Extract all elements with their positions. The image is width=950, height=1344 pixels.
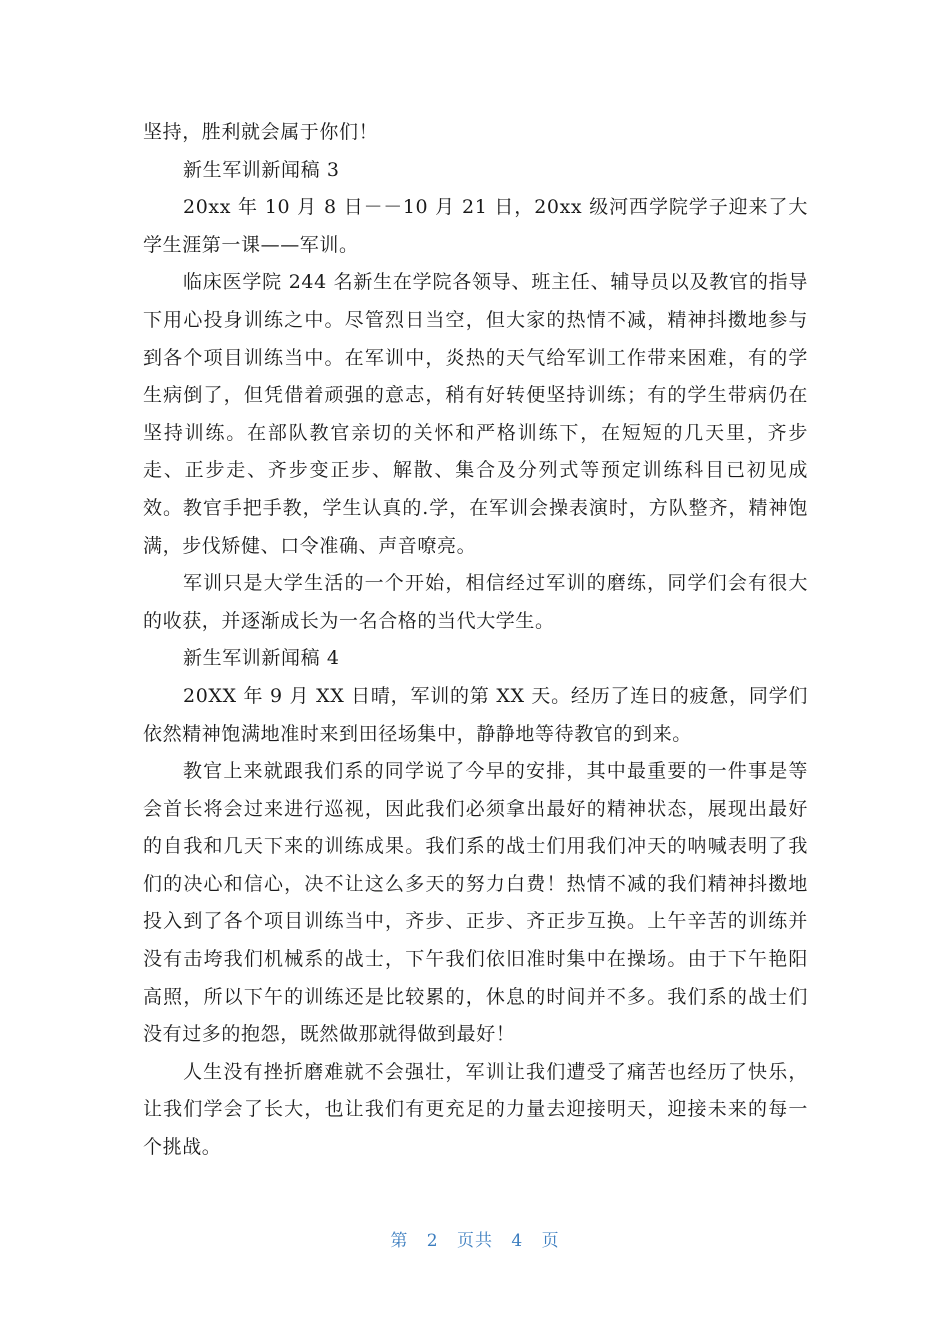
total-pages-number: 4: [511, 1231, 524, 1251]
document-body: [143, 114, 808, 1167]
footer-suffix: 页: [541, 1231, 560, 1251]
paragraph: 军训只是大学生活的一个开始，相信经过军训的磨练，同学们会有很大的收获，并逐渐成长为一名合格的当代大学生。: [143, 572, 808, 632]
section-heading: 新生军训新闻稿 4: [183, 647, 340, 670]
current-page-number: 2: [426, 1231, 439, 1251]
section-heading: 新生军训新闻稿 3: [183, 158, 340, 181]
paragraph: 临床医学院 244 名新生在学院各领导、班主任、辅导员以及教官的指导下用心投身训练之中。尽管烈日当空，但大家的热情不减，精神抖擞地参与到各个项目训练当中。在军训中，炎热的天气给军训工作带来困难，有的学生病倒了，但凭借着顽强的意志，稍有好转便坚持训练；有的学生带病仍在坚持训练。在部队教官亲切的关怀和严格训练下，在短短的几天里，齐步走、正步走、齐步变正步、解散、集合及分列式等预定训练科目已初见成效。教官手把手教，学生认真的.学，在军训会操表演时，方队整齐，精神饱满，步伐矫健、口令准确、声音嘹亮。: [143, 271, 808, 557]
paragraph: 教官上来就跟我们系的同学说了今早的安排，其中最重要的一件事是等会首长将会过来进行巡视，因此我们必须拿出最好的精神状态，展现出最好的自我和几天下来的训练成果。我们系的战士们用我们冲天的呐喊表明了我们的决心和信心，决不让这么多天的努力白费！热情不减的我们精神抖擞地投入到了各个项目训练当中，齐步、正步、齐正步互换。上午辛苦的训练并没有击垮我们机械系的战士，下午我们依旧准时集中在操场。由于下午艳阳高照，所以下午的训练还是比较累的，休息的时间并不多。我们系的战士们没有过多的抱怨，既然做那就得做到最好！: [143, 760, 808, 1046]
paragraph: 20xx 年 10 月 8 日－－10 月 21 日，20xx 级河西学院学子迎来了大学生涯第一课——军训。: [143, 196, 808, 256]
footer-prefix: 第: [390, 1231, 409, 1251]
footer-middle: 页共: [457, 1231, 493, 1251]
page-footer: [0, 1226, 950, 1251]
paragraph: 坚持，胜利就会属于你们！: [143, 121, 379, 143]
paragraph: 20XX 年 9 月 XX 日晴，军训的第 XX 天。经历了连日的疲惫，同学们依然精神饱满地准时来到田径场集中，静静地等待教官的到来。: [143, 684, 808, 745]
paragraph: 人生没有挫折磨难就不会强壮，军训让我们遭受了痛苦也经历了快乐，让我们学会了长大，也让我们有更充足的力量去迎接明天，迎接未来的每一个挑战。: [143, 1060, 808, 1159]
